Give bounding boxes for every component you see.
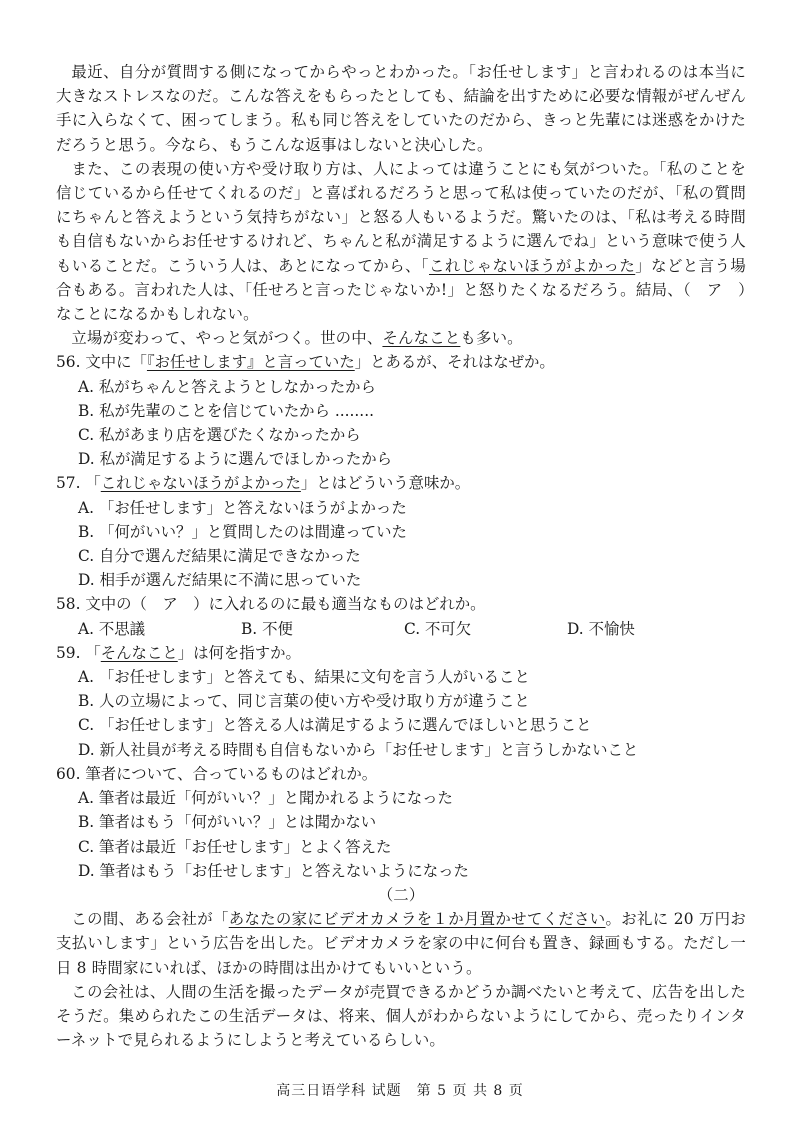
stem-text: 」とあるが、それはなぜか。 [354, 353, 555, 372]
option-a: A. 「お任せします」と答えても、結果に文句を言う人がいること [78, 668, 530, 687]
option-b: B. 人の立場によって、同じ言葉の使い方や受け取り方が違うこと [78, 692, 530, 711]
underlined-phrase: そんなこと [100, 643, 178, 662]
option-d: D. 不愉快 [567, 619, 635, 638]
underlined-phrase: これじゃないほうがよかった [100, 474, 301, 493]
question-stem [56, 350, 746, 374]
option-b: B. 私が先輩のことを信じていたから ........ [78, 401, 374, 420]
option-a: A. 筆者は最近「何がいい？」と聞かれるようになった [78, 789, 453, 808]
question-stem [56, 641, 746, 665]
passage-paragraph-1 [56, 907, 746, 980]
passage-one [56, 60, 746, 350]
stem-text: 」は何を指すか。 [177, 643, 301, 662]
question-stem: 58. 文中の（ ア ）に入れるのに最も適当なものはどれか。 [56, 595, 486, 614]
question-stem: 60. 筆者について、合っているものはどれか。 [56, 764, 378, 783]
option-b: B. 不便 [241, 619, 293, 638]
option-d: D. 相手が選んだ結果に不満に思っていた [78, 571, 362, 590]
section-title: （二） [377, 885, 425, 904]
option-a: A. 不思議 [78, 619, 146, 638]
option-d: D. 新人社員が考える時間も自信もないから「お任せします」と言うしかないこと [78, 740, 639, 759]
passage-paragraph-1: 最近、自分が質問する側になってからやっとわかった。「お任せします」と言われるのは本当に大きなストレスなのだ。こんな答えをもらったとしても、結論を出すために必要な情報がぜんぜん手に入らなくて、困ってしまう。私も同じ答えをしていたのだから、きっと先輩には迷惑をかけただろうと思う。今なら、もうこんな返事はしないと決心した。 [56, 63, 746, 154]
paragraph-text: 。お礼に 20 万円お支払いします」という広告を出した。ビデオカメラを家の中に何台も置き、録画もする。ただし一日 8 時間家にいれば、ほかの時間は出かけてもいいという。 [56, 910, 746, 977]
stem-text: 57. 「 [56, 474, 101, 493]
option-d: D. 私が満足するように選んでほしかったから [78, 450, 392, 469]
exam-page [56, 60, 746, 1052]
question-58 [56, 592, 746, 640]
option-c: C. 不可欠 [404, 619, 472, 638]
option-c: C. 私があまり店を選びたくなかったから [78, 426, 361, 445]
option-a: A. 私がちゃんと答えようとしなかったから [78, 377, 376, 396]
stem-text: 59. 「 [56, 643, 101, 662]
question-60 [56, 762, 746, 883]
option-c: C. 「お任せします」と答える人は満足するように選んでほしいと思うこと [78, 716, 592, 735]
underlined-phrase: あなたの家にビデオカメラを１か月置かせてください [228, 910, 606, 929]
underlined-phrase: これじゃないほうがよかった [429, 256, 636, 275]
underlined-phrase: 『お任せします』と言っていた [146, 353, 355, 372]
paragraph-text: 」などと言う場合もある。言われた人は、「任せろと言ったじゃないか!」と怒りたくなるだろう。結局、（ ア ）なことになるかもしれない。 [56, 256, 746, 324]
passage-paragraph-3 [56, 326, 746, 350]
paragraph-text: も多い。 [460, 329, 523, 348]
paragraph-text: この間、ある会社が「 [71, 910, 229, 929]
stem-text: 」とはどういう意味か。 [300, 474, 471, 493]
page-footer: 高三日语学科 试题 第 5 页 共 8 页 [276, 1083, 524, 1099]
question-stem [56, 471, 746, 495]
option-b: B. 「何がいい？」と質問したのは間違っていた [78, 522, 407, 541]
question-57 [56, 471, 746, 592]
option-c: C. 筆者は最近「お任せします」とよく答えた [78, 837, 392, 856]
option-c: C. 自分で選んだ結果に満足できなかった [78, 547, 361, 566]
option-d: D. 筆者はもう「お任せします」と答えないようになった [78, 861, 469, 880]
options-row [56, 617, 746, 641]
passage-two [56, 907, 746, 1052]
passage-paragraph-2: この会社は、人間の生活を撮ったデータが売買できるかどうか調べたいと考えて、広告を出したそうだ。集められたこの生活データは、将来、個人がわからないようにしてから、売ったりインターネットで見られるようにしようと考えているらしい。 [56, 982, 746, 1050]
question-56 [56, 350, 746, 471]
question-59 [56, 641, 746, 762]
option-b: B. 筆者はもう「何がいい？」とは聞かない [78, 813, 377, 832]
stem-text: 56. 文中に「 [56, 353, 147, 372]
passage-paragraph-2 [56, 157, 746, 326]
paragraph-text: 立場が変わって、やっと気がつく。世の中、 [71, 329, 383, 348]
paragraph-text: また、この表現の使い方や受け取り方は、人によっては違うことにも気がついた。「私のことを信じているから任せてくれるのだ」と喜ばれるだろうと思って私は使っていたのだが、「私の質問にちゃんと答えようという気持ちがない」と怒る人もいるようだ。驚いたのは、「私は考える時間も自信もないからお任せするけれど、ちゃんと私が満足するように選んでね」という意味で使う人もいることだ。こういう人は、あとになってから、「 [56, 159, 746, 275]
underlined-phrase: そんなこと [382, 329, 461, 348]
option-a: A. 「お任せします」と答えないほうがよかった [78, 498, 407, 517]
